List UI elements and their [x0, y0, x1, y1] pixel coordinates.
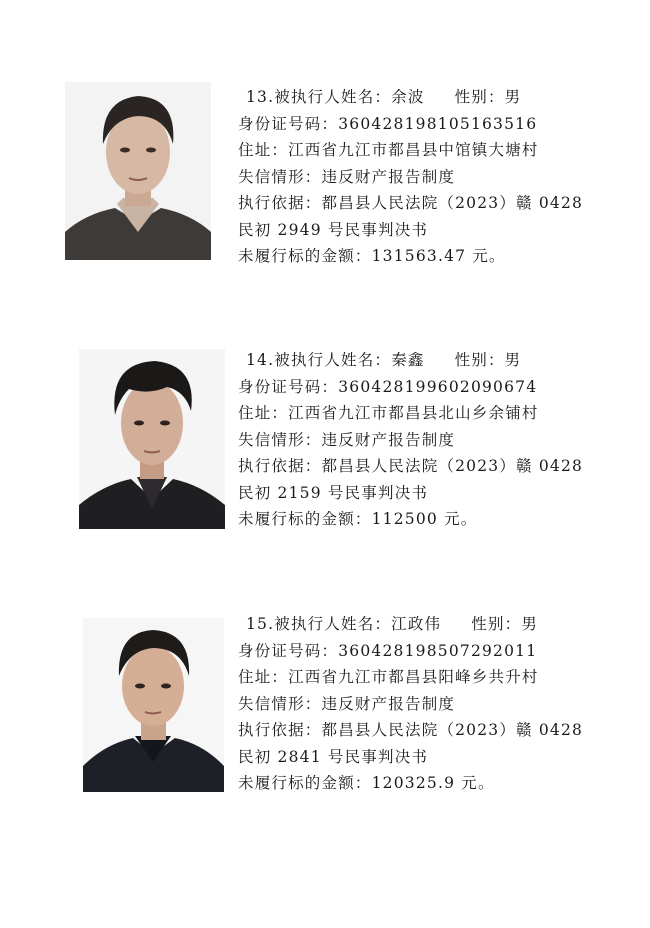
person-name-heading: 15.被执行人姓名：江政伟 — [246, 615, 442, 633]
person-name-heading: 14.被执行人姓名：秦鑫 — [246, 351, 425, 369]
id-number: 身份证号码：360428198507292011 — [238, 641, 538, 660]
person-gender: 性别：男 — [471, 615, 539, 633]
execution-basis-line-2: 民初 2159 号民事判决书 — [238, 483, 429, 502]
id-number: 身份证号码：360428199602090674 — [238, 377, 538, 396]
execution-basis-line-1: 执行依据：都昌县人民法院（2023）赣 0428 — [238, 457, 584, 475]
address: 住址：江西省九江市都昌县北山乡余铺村 — [238, 404, 539, 422]
person-photo — [79, 349, 225, 529]
person-details — [238, 347, 583, 533]
person-name-heading: 13.被执行人姓名：余波 — [246, 88, 425, 106]
heading-line — [238, 347, 583, 374]
heading-line — [238, 84, 583, 111]
portrait-illustration — [83, 618, 224, 792]
person-details — [238, 611, 583, 797]
execution-basis-line-2: 民初 2949 号民事判决书 — [238, 220, 429, 239]
execution-basis-line-1: 执行依据：都昌县人民法院（2023）赣 0428 — [238, 721, 584, 739]
default-situation: 失信情形：违反财产报告制度 — [238, 167, 456, 186]
portrait-illustration — [65, 82, 211, 260]
address: 住址：江西省九江市都昌县中馆镇大塘村 — [238, 141, 539, 159]
default-situation: 失信情形：违反财产报告制度 — [238, 430, 456, 449]
unpaid-amount: 未履行标的金额：112500 元。 — [238, 510, 478, 528]
heading-line — [238, 611, 583, 638]
unpaid-amount: 未履行标的金额：120325.9 元。 — [238, 774, 495, 792]
portrait-illustration — [79, 349, 225, 529]
id-number: 身份证号码：360428198105163516 — [238, 114, 538, 133]
person-photo — [65, 82, 211, 260]
person-gender: 性别：男 — [454, 88, 522, 106]
unpaid-amount: 未履行标的金额：131563.47 元。 — [238, 247, 506, 265]
person-gender: 性别：男 — [454, 351, 522, 369]
address: 住址：江西省九江市都昌县阳峰乡共升村 — [238, 668, 539, 686]
person-photo — [83, 618, 224, 792]
execution-basis-line-1: 执行依据：都昌县人民法院（2023）赣 0428 — [238, 194, 584, 212]
execution-basis-line-2: 民初 2841 号民事判决书 — [238, 747, 429, 766]
default-situation: 失信情形：违反财产报告制度 — [238, 694, 456, 713]
person-details — [238, 84, 583, 270]
